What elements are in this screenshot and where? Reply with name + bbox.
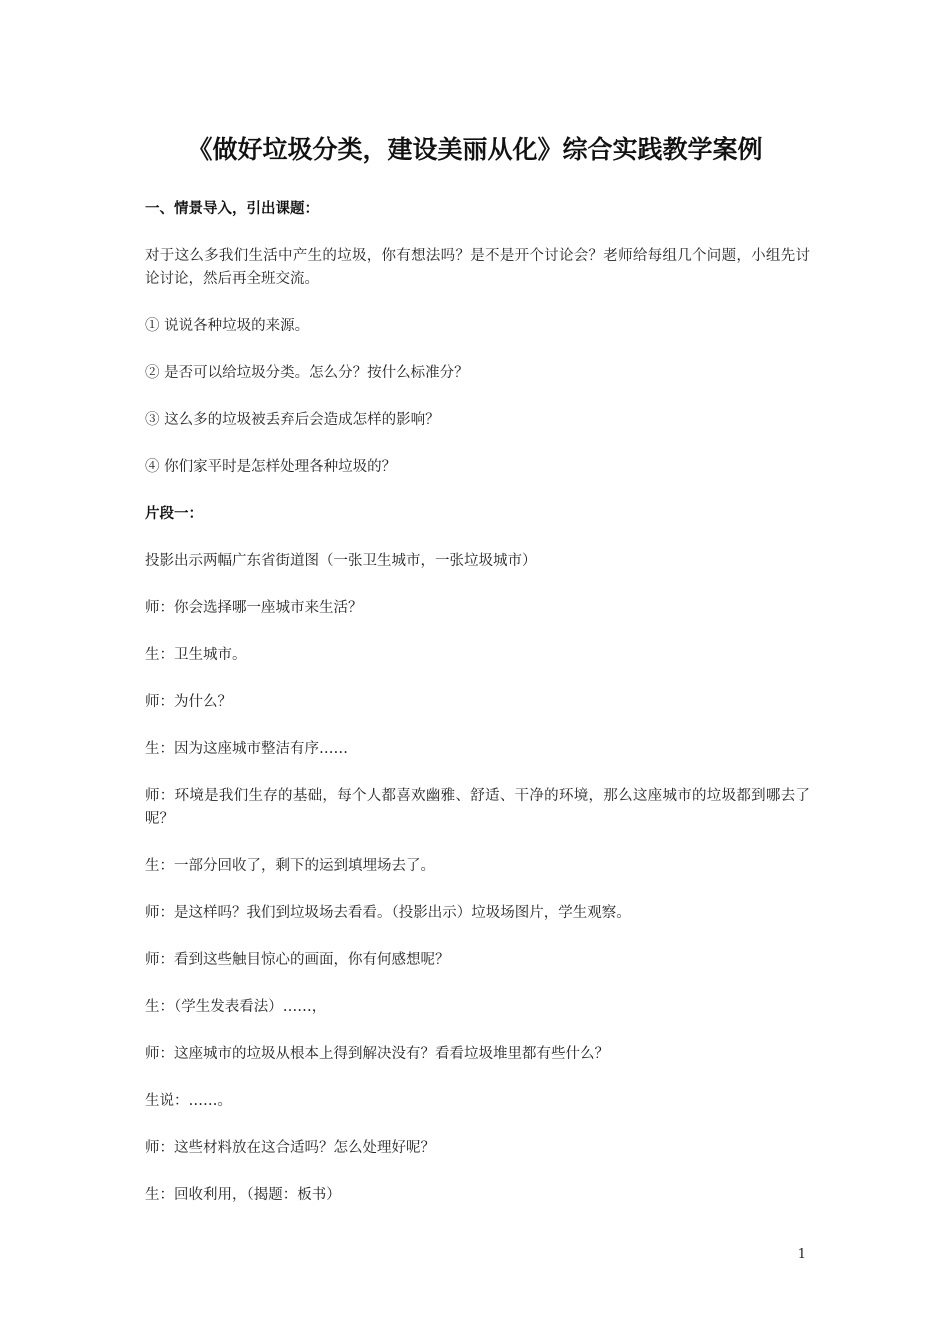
dialogue-line: 师：环境是我们生存的基础，每个人都喜欢幽雅、舒适、干净的环境，那么这座城市的垃圾都到哪去了呢？	[145, 788, 810, 827]
question-item: ④ 你们家平时是怎样处理各种垃圾的？	[145, 459, 397, 475]
dialogue-line: 师：这座城市的垃圾从根本上得到解决没有？看看垃圾堆里都有些什么？	[145, 1046, 609, 1062]
paragraph: 投影出示两幅广东省街道图（一张卫生城市，一张垃圾城市）	[145, 553, 537, 569]
section-heading: 片段一：	[145, 506, 203, 522]
dialogue-line: 师：是这样吗？我们到垃圾场去看看。（投影出示）垃圾场图片，学生观察。	[145, 905, 631, 921]
dialogue-line: 生：一部分回收了，剩下的运到填埋场去了。	[145, 858, 435, 874]
dialogue-line: 生：（学生发表看法）……，	[145, 999, 327, 1015]
dialogue-line: 师：为什么？	[145, 694, 232, 710]
dialogue-line: 师：你会选择哪一座城市来生活？	[145, 600, 363, 616]
dialogue-line: 师：看到这些触目惊心的画面，你有何感想呢？	[145, 952, 450, 968]
dialogue-line: 生：回收利用，（揭题：板书）	[145, 1187, 341, 1203]
page-number: 1	[797, 1247, 806, 1262]
dialogue-line: 师：这些材料放在这合适吗？怎么处理好呢？	[145, 1140, 435, 1156]
question-item: ③ 这么多的垃圾被丢弃后会造成怎样的影响？	[145, 412, 440, 428]
document-body	[145, 198, 810, 1231]
dialogue-line: 生说：……。	[145, 1093, 232, 1109]
dialogue-line: 生：因为这座城市整洁有序……	[145, 741, 348, 757]
dialogue-line: 生：卫生城市。	[145, 647, 247, 663]
document-title: 《做好垃圾分类，建设美丽从化》综合实践教学案例	[187, 135, 763, 164]
paragraph: 对于这么多我们生活中产生的垃圾，你有想法吗？是不是开个讨论会？老师给每组几个问题，小组先讨论讨论，然后再全班交流。	[145, 248, 810, 287]
section-heading: 一、情景导入，引出课题：	[145, 201, 319, 217]
question-item: ② 是否可以给垃圾分类。怎么分？按什么标准分？	[145, 365, 469, 381]
question-item: ① 说说各种垃圾的来源。	[145, 318, 310, 334]
